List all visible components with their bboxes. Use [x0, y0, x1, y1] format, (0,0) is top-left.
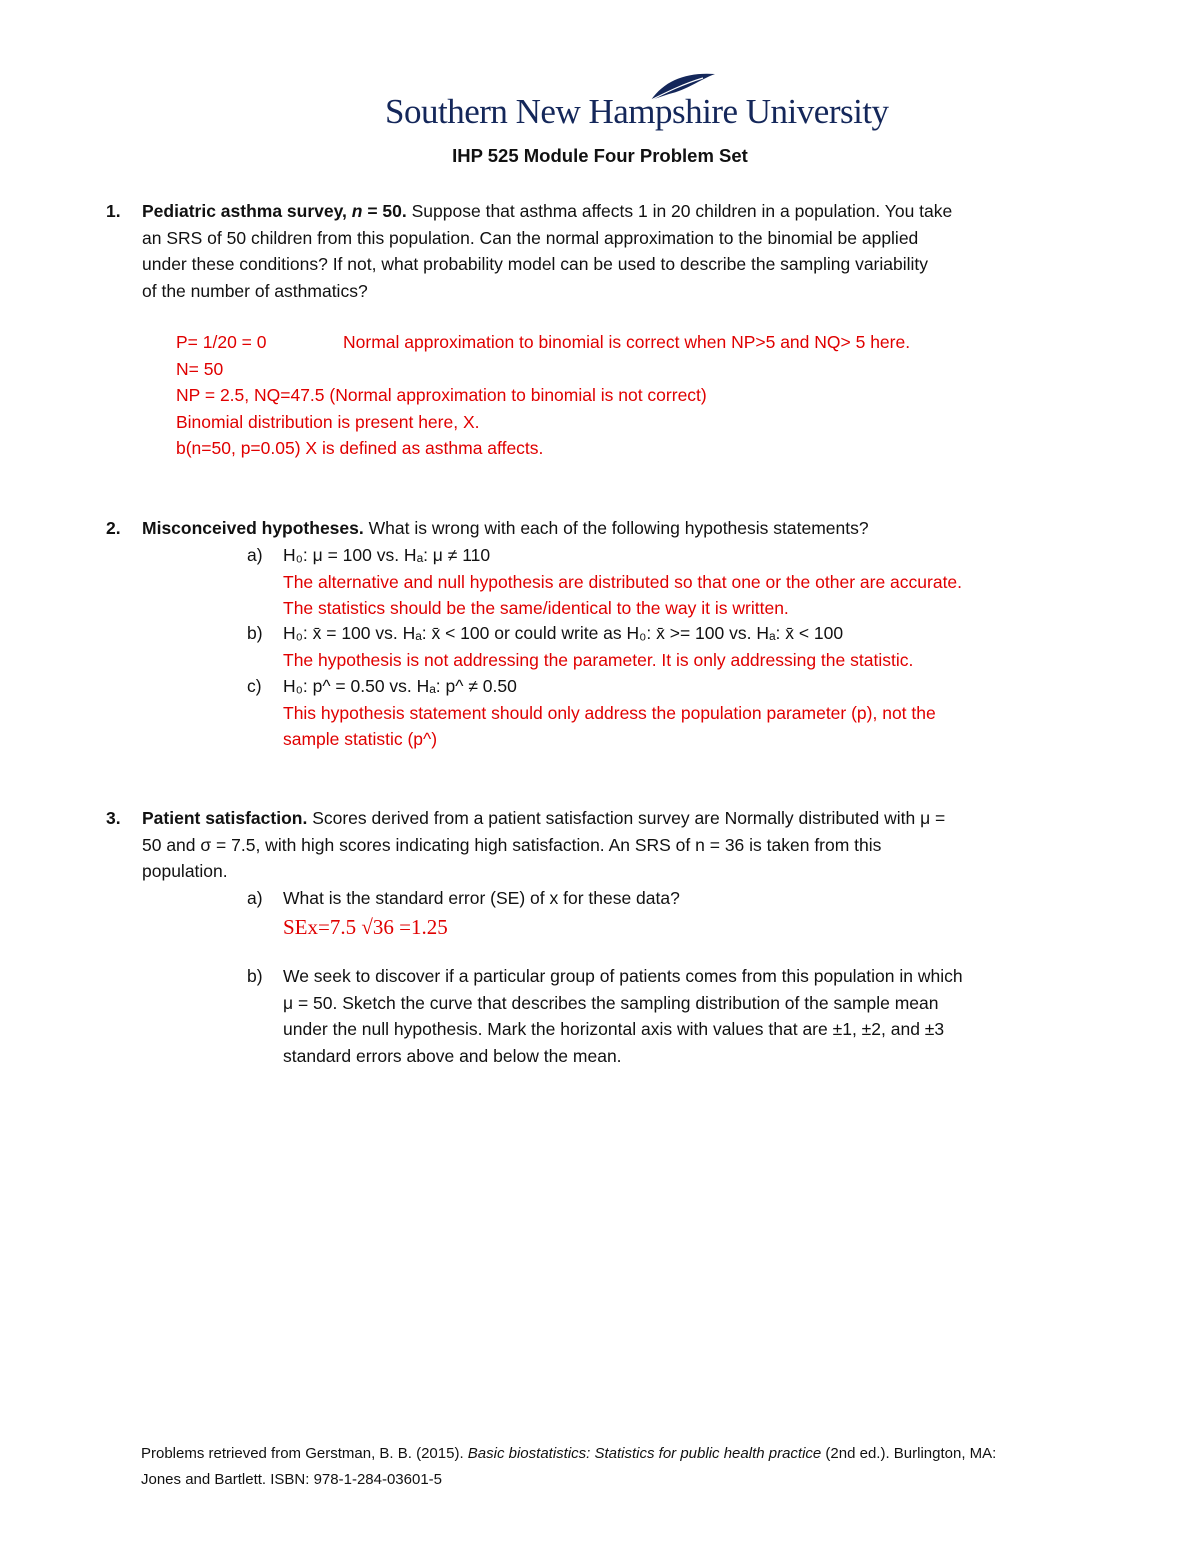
subquestion-text: We seek to discover if a particular group of patients comes from this population in which — [283, 966, 963, 986]
question-3b — [247, 963, 1077, 1069]
question-text-line: Suppose that asthma affects 1 in 20 children in a population. You take — [406, 201, 953, 221]
answer-line: N= 50 — [176, 358, 224, 379]
subquestion-label: b) — [247, 623, 263, 643]
citation-book-title: Basic biostatistics: Statistics for public health practice — [467, 1445, 822, 1462]
footer-citation — [141, 1441, 1071, 1493]
answer-line: sample statistic (p^) — [283, 729, 438, 749]
question-number: 3. — [106, 808, 121, 828]
question-2 — [106, 515, 1106, 542]
subquestion-label: c) — [247, 676, 262, 696]
question-number: 1. — [106, 201, 121, 221]
question-3 — [106, 805, 1106, 885]
answer-line: The statistics should be the same/identical to the way it is written. — [283, 598, 789, 618]
subquestion-label: b) — [247, 966, 263, 986]
subquestion-label: a) — [247, 888, 263, 908]
subquestion-text: μ = 50. Sketch the curve that describes the sampling distribution of the sample mean — [283, 992, 939, 1013]
citation-text: Jones and Bartlett. ISBN: 978-1-284-03601-5 — [141, 1471, 443, 1488]
answer-line: P= 1/20 = 0 — [176, 332, 267, 352]
hypothesis-statement: H₀: x̄ = 100 vs. Hₐ: x̄ < 100 or could write as H₀: x̄ >= 100 vs. Hₐ: x̄ < 100 — [283, 623, 844, 643]
answer-line: This hypothesis statement should only address the population parameter (p), not the — [283, 702, 936, 723]
answer-line: b(n=50, p=0.05) X is defined as asthma affects. — [176, 438, 544, 458]
answer-line: The hypothesis is not addressing the parameter. It is only addressing the statistic. — [283, 649, 914, 670]
question-2b — [247, 620, 1077, 673]
answer-line: Normal approximation to binomial is correct when NP>5 and NQ> 5 here. — [343, 332, 911, 352]
citation-text: (2nd ed.). Burlington, MA: — [821, 1445, 997, 1462]
answer-line: Binomial distribution is present here, X. — [176, 411, 480, 432]
answer-formula: SEx=7.5 √36 =1.25 — [283, 914, 448, 939]
university-logo — [385, 70, 889, 136]
question-heading: Pediatric asthma survey, — [142, 201, 352, 221]
hypothesis-statement: H₀: μ = 100 vs. Hₐ: μ ≠ 110 — [283, 545, 491, 565]
question-2a — [247, 542, 1077, 622]
question-3a — [247, 885, 1077, 942]
logo-wordmark: Southern New Hampshire University — [385, 92, 889, 131]
question-heading-n: n — [351, 201, 363, 221]
question-heading-rest: = 50. — [362, 201, 407, 221]
question-text-line: population. — [142, 861, 228, 881]
question-2c — [247, 673, 1077, 753]
hypothesis-statement: H₀: p^ = 0.50 vs. Hₐ: p^ ≠ 0.50 — [283, 676, 517, 696]
question-text-line: an SRS of 50 children from this population. Can the normal approximation to the binomial be applied — [142, 227, 919, 248]
question-text-line: Scores derived from a patient satisfaction survey are Normally distributed with μ = — [307, 808, 946, 828]
subquestion-label: a) — [247, 545, 263, 565]
question-heading: Misconceived hypotheses. — [142, 518, 364, 538]
question-heading: Patient satisfaction. — [142, 808, 308, 828]
subquestion-text: What is the standard error (SE) of x for these data? — [283, 888, 680, 908]
question-1 — [106, 198, 1106, 304]
answer-line: NP = 2.5, NQ=47.5 (Normal approximation to binomial is not correct) — [176, 385, 707, 405]
subquestion-text: under the null hypothesis. Mark the horizontal axis with values that are ±1, ±2, and ±3 — [283, 1019, 945, 1039]
citation-text: Problems retrieved from Gerstman, B. B. (2015). — [141, 1445, 468, 1462]
question-text-line: under these conditions? If not, what probability model can be used to describe the sampling variability — [142, 254, 929, 274]
question-number: 2. — [106, 518, 121, 538]
question-text-line: of the number of asthmatics? — [142, 280, 368, 301]
question-text-line: What is wrong with each of the following hypothesis statements? — [363, 518, 869, 538]
subquestion-text: standard errors above and below the mean. — [283, 1045, 622, 1066]
answer-1 — [176, 329, 1076, 462]
answer-line: The alternative and null hypothesis are distributed so that one or the other are accurate. — [283, 571, 963, 592]
question-text-line: 50 and σ = 7.5, with high scores indicating high satisfaction. An SRS of n = 36 is taken from this — [142, 834, 882, 855]
page-title: IHP 525 Module Four Problem Set — [452, 145, 748, 166]
